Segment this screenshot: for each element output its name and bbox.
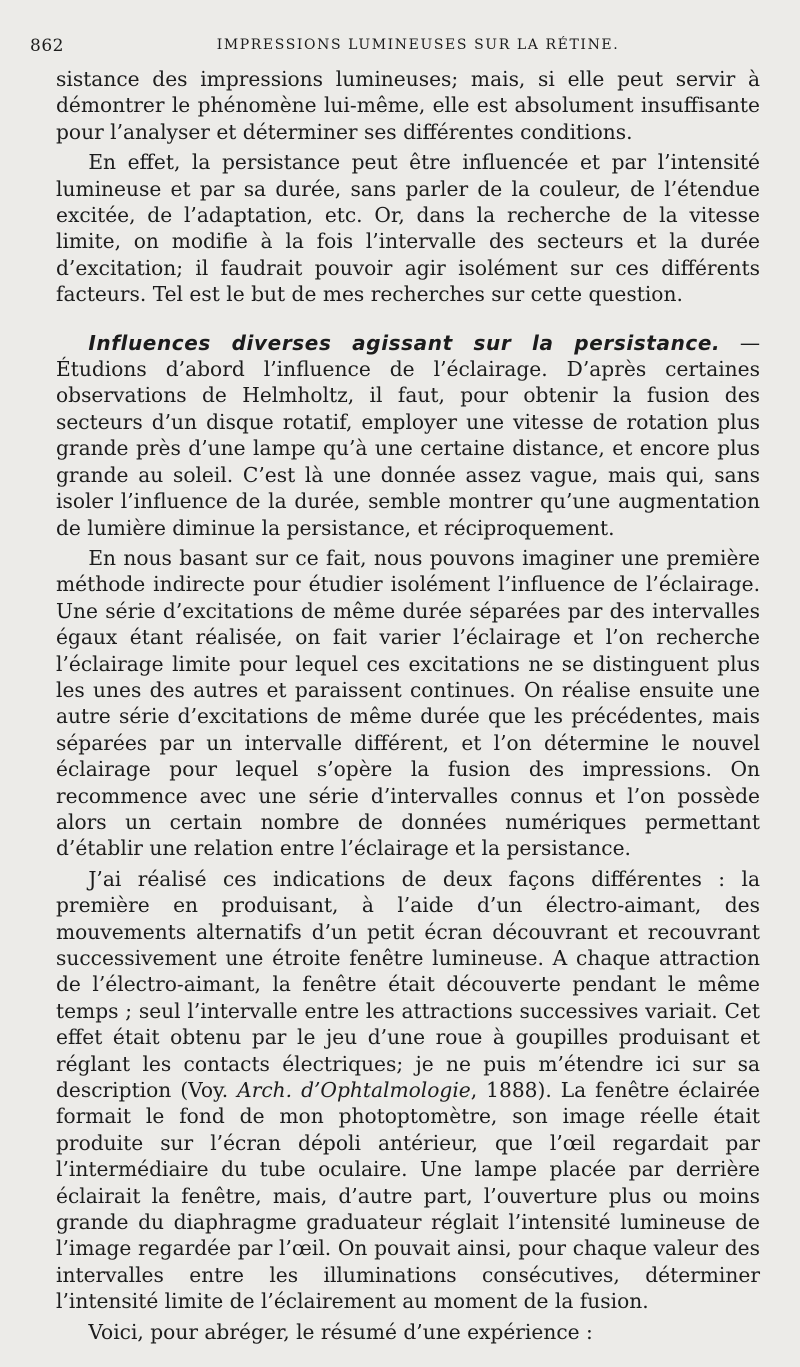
page-header	[30, 30, 760, 64]
paragraph-apparatus	[56, 866, 760, 1315]
apparatus-text-end: , 1888). La fenêtre éclairée formait le fond de mon photoptomètre, son image réelle était produite sur l’écran dépoli antérieur, que l’œil regardait par l’intermédiaire du tube oculaire. Une lampe placée par derrière éclairait la fenêtre, mais, d’autre part, l’ouverture plus ou moins grande du diaphragme graduateur réglait l’intensité lumineuse de l’image regardée par l’œil. On pouvait ainsi, pour chaque valeur des intervalles entre les illuminations consécutives, déterminer l’intensité limite de l’éclairement au moment de la fusion.	[56, 1078, 760, 1314]
paragraph-persistence-factors: En effet, la persistance peut être influencée et par l’intensité lumineuse et par sa durée, sans parler de la couleur, de l’étendue excitée, de l’adaptation, etc. Or, dans la recherche de la vitesse limite, on modifie à la fois l’intervalle des secteurs et la durée d’excitation; il faudrait pouvoir agir isolément sur ces différents facteurs. Tel est le but de mes recherches sur cette question.	[56, 150, 760, 307]
page-number: 862	[30, 36, 64, 56]
citation: Arch. d’Ophtalmologie	[237, 1078, 471, 1103]
paragraph-continued: sistance des impressions lumineuses; mais, si elle peut servir à démontrer le phénomène lui-même, elle est absolument insuffisante pour l’analyser et déterminer ses différentes conditions.	[56, 67, 760, 144]
section-paragraph	[56, 330, 760, 541]
paragraph-method: En nous basant sur ce fait, nous pouvons imaginer une première méthode indirecte pour étudier isolément l’influence de l’éclairage. Une série d’excitations de même durée séparées par des intervalles égaux étant réalisée, on fait varier l’éclairage et l’on recherche l’éclairage limite pour lequel ces excitations ne se distinguent plus les unes des autres et paraissent continues. On réalise ensuite une autre série d’excitations de même durée que les précédentes, mais séparées par un intervalle différent, et l’on détermine le nouvel éclairage pour lequel s’opère la fusion des impressions. On recommence avec une série d’intervalles connus et l’on possède alors un certain nombre de données numériques permettant d’établir une relation entre l’éclairage et la persistance.	[56, 545, 760, 861]
running-title: IMPRESSIONS LUMINEUSES SUR LA RÉTINE.	[216, 37, 620, 53]
paragraph-experiment-intro: Voici, pour abréger, le résumé d’une expérience :	[88, 1319, 593, 1344]
section-text: — Étudions d’abord l’influence de l’éclairage. D’après certaines observations de Helmholtz, il faut, pour obtenir la fusion des secteurs d’un disque rotatif, employer une vitesse de rotation plus grande près d’une lampe qu’à une certaine distance, et encore plus grande au soleil. C’est là une donnée assez vague, mais qui, sans isoler l’influence de la durée, semble montrer qu’une augmentation de lumière diminue la persistance, et réciproquement.	[56, 330, 761, 540]
section-heading: Influences diverses agissant sur la persistance.	[88, 330, 721, 355]
apparatus-text-start: J’ai réalisé ces indications de deux façons différentes : la première en produisant, à l’aide d’un électro-aimant, des mouvements alternatifs d’un petit écran découvrant et recouvrant successivement une étroite fenêtre lumineuse. A chaque attraction de l’électro-aimant, la fenêtre était découverte pendant le même temps ; seul l’intervalle entre les attractions successives variait. Cet effet était obtenu par le jeu d’une roue à goupilles produisant et réglant les contacts électriques; je ne puis m’étendre ici sur sa description (Voy.	[56, 866, 760, 1103]
